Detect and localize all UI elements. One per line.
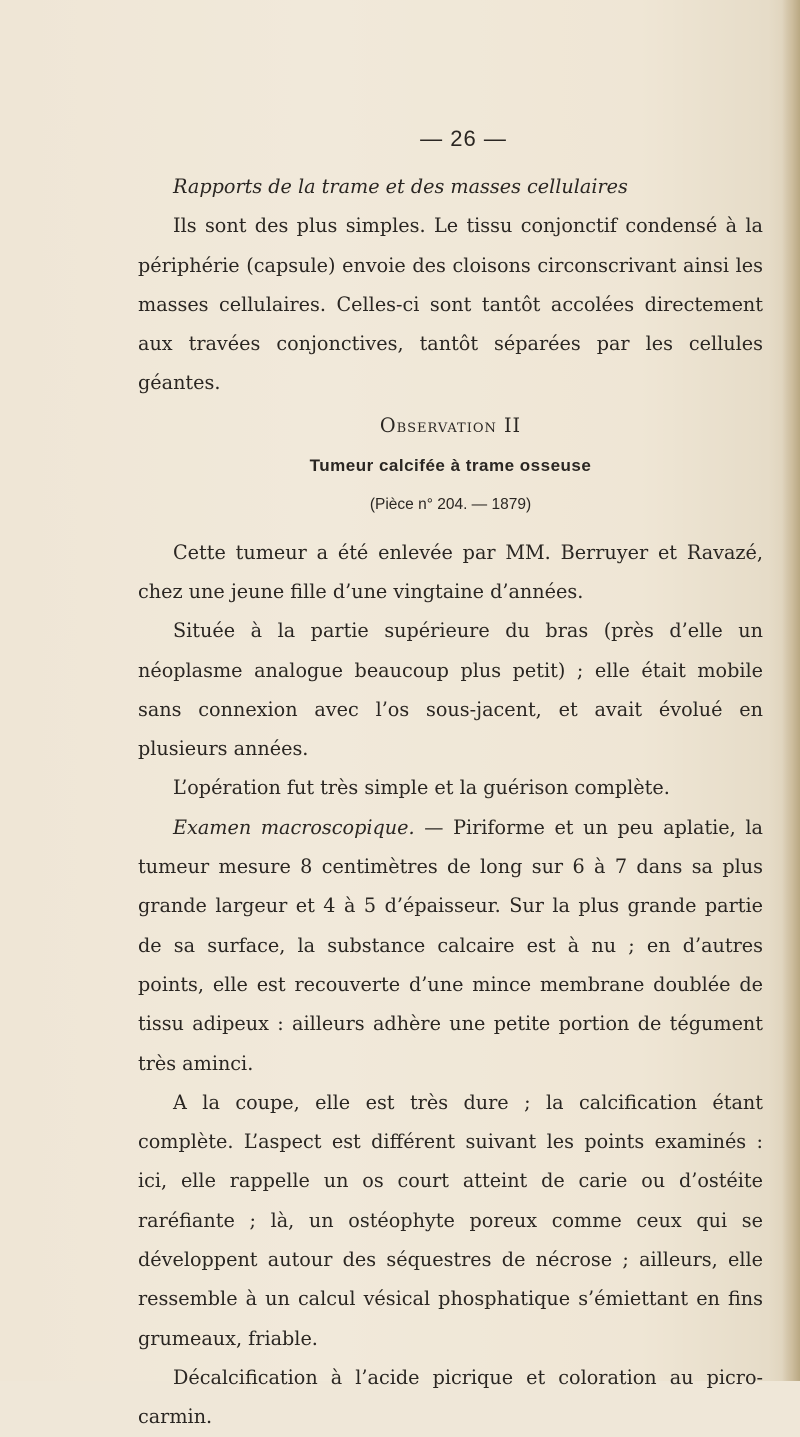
paragraph-coupe: A la coupe, elle est très dure ; la calcification étant complète. L’aspect est différent suivant les points examinés : ici, elle rappelle un os court atteint de carie ou d’ostéite raréfiante ; là, un ostéophyte poreux comme ceux qui se développent autour des séquestres de nécrose ; ailleurs, elle ressemble à un calcul vésical phosphatique s’émiettant en fins grumeaux, friable. [138,1090,763,1350]
observation-title: Tumeur calcifée à trame osseuse [309,456,592,476]
page-edge-shadow [782,0,800,1381]
paragraph-operation: L’opération fut très simple et la guérison complète. [173,776,670,800]
paragraph-decalcification: Décalcification à l’acide picrique et coloration au picro-carmin. [138,1365,763,1429]
examen-label: Examen macroscopique. [173,815,415,839]
paragraph-intro: Cette tumeur a été enlevée par MM. Berruyer et Ravazé, chez une jeune fille d’une vingtaine d’années. [138,540,763,603]
document-body [138,120,763,1437]
section-heading: Rapports de la trame et des masses cellulaires [173,175,628,198]
examen-text: — Piriforme et un peu aplatie, la tumeur mesure 8 centimètres de long sur 6 à 7 dans sa plus grande largeur et 4 à 5 d’épaisseur. Sur la plus grande partie de sa surface, la substance calcaire est à nu ; en d’autres points, elle est recouverte d’une mince membrane doublée de tissu adipeux : ailleurs adhère une petite portion de tégument très aminci. [138,815,763,1075]
paragraph-situation: Située à la partie supérieure du bras (près d’elle un néoplasme analogue beaucoup plus petit) ; elle était mobile sans connexion avec l’os sous-jacent, et avait évolué en plusieurs années. [138,619,763,761]
paragraph-rapports: Ils sont des plus simples. Le tissu conjonctif condensé à la périphérie (capsule) envoie des cloisons circonscrivant ainsi les masses cellulaires. Celles-ci sont tantôt accolées directement aux travées conjonctives, tantôt séparées par les cellules géantes. [138,214,763,395]
page-number: — 26 — [420,126,507,151]
paragraph-examen [138,808,763,1083]
observation-reference: (Pièce n° 204. — 1879) [369,496,532,514]
observation-heading: Observation II [379,413,522,437]
